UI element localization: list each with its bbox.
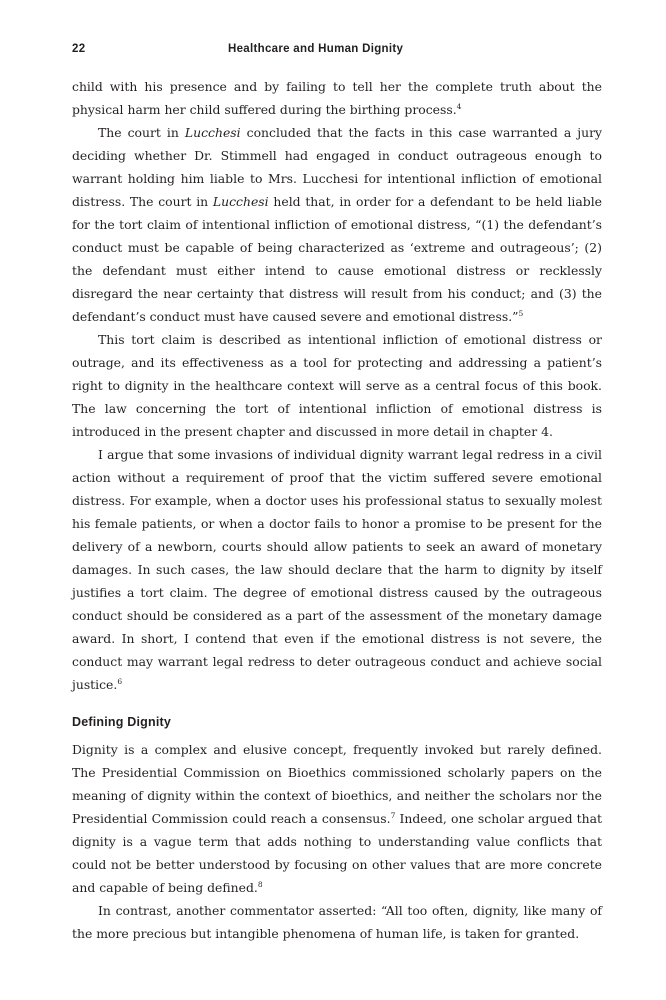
paragraph-definition — [72, 738, 602, 899]
case-name: Lucchesi — [212, 194, 269, 209]
footnote-ref: 8 — [257, 880, 263, 889]
paragraph-continued — [72, 75, 602, 121]
paragraph-lucchesi — [72, 121, 602, 328]
paragraph-contrast — [72, 899, 602, 945]
footnote-ref: 6 — [117, 677, 123, 686]
footnote-ref: 4 — [456, 102, 462, 111]
footnote-ref: 5 — [518, 309, 524, 318]
book-title: Healthcare and Human Dignity — [228, 43, 404, 55]
paragraph-text: In contrast, another commentator asserted: “All too often, dignity, like many of the more precious but intangible phenomena of human life, is taken for granted. — [72, 903, 602, 941]
paragraph-tort-claim — [72, 328, 602, 443]
section-heading: Defining Dignity — [72, 715, 172, 729]
paragraph-text: concluded that the facts in this case warranted a jury deciding whether Dr. Stimmell had engaged in conduct outrageous enough to warrant holding him liable to Mrs. Lucchesi for intentional infliction of emotional distress. The court in — [72, 125, 602, 209]
book-page — [72, 40, 602, 945]
paragraph-text: held that, in order for a defendant to be held liable for the tort claim of intentional infliction of emotional distress, “(1) the defendant’s conduct must be capable of being characterized as ‘extreme and outrageous’; (2) the defendant must either intend to cause emotional distress or recklessly disregard the near certainty that distress will result from his conduct; and (3) the defendant’s conduct must have caused severe and emotional distress.” — [72, 194, 602, 324]
body-text — [72, 75, 602, 945]
paragraph-text: child with his presence and by failing to tell her the complete truth about the physical harm her child suffered during the birthing process. — [72, 79, 602, 117]
paragraph-text: Dignity is a complex and elusive concept, frequently invoked but rarely defined. The Presidential Commission on Bioethics commissioned scholarly papers on the meaning of dignity within the context of bioethics, and neither the scholars nor the Presidential Commission could reach a consensus. — [72, 742, 602, 826]
case-name: Lucchesi — [184, 125, 241, 140]
paragraph-text: This tort claim is described as intentional infliction of emotional distress or outrage, and its effectiveness as a tool for protecting and addressing a patient’s right to dignity in the healthcare context will serve as a central focus of this book. The law concerning the tort of intentional infliction of emotional distress is introduced in the present chapter and discussed in more detail in chapter 4. — [72, 332, 602, 439]
paragraph-text: I argue that some invasions of individual dignity warrant legal redress in a civil action without a requirement of proof that the victim suffered severe emotional distress. For example, when a doctor uses his professional status to sexually molest his female patients, or when a doctor fails to honor a promise to be present for the delivery of a newborn, courts should allow patients to seek an award of monetary damages. In such cases, the law should declare that the harm to dignity by itself justifies a tort claim. The degree of emotional distress caused by the outrageous conduct should be considered as a part of the assessment of the monetary damage award. In short, I contend that even if the emotional distress is not severe, the conduct may warrant legal redress to deter outrageous conduct and achieve social justice. — [72, 447, 602, 692]
paragraph-argument — [72, 443, 602, 696]
running-head — [72, 40, 602, 60]
paragraph-text: The court in — [98, 125, 185, 140]
page-number: 22 — [72, 43, 86, 55]
paragraph-text: Indeed, one scholar argued that dignity is a vague term that adds nothing to understanding value conflicts that could not be better understood by focusing on other values that are more concrete and capable of being defined. — [72, 811, 602, 895]
footnote-ref: 7 — [390, 811, 396, 820]
